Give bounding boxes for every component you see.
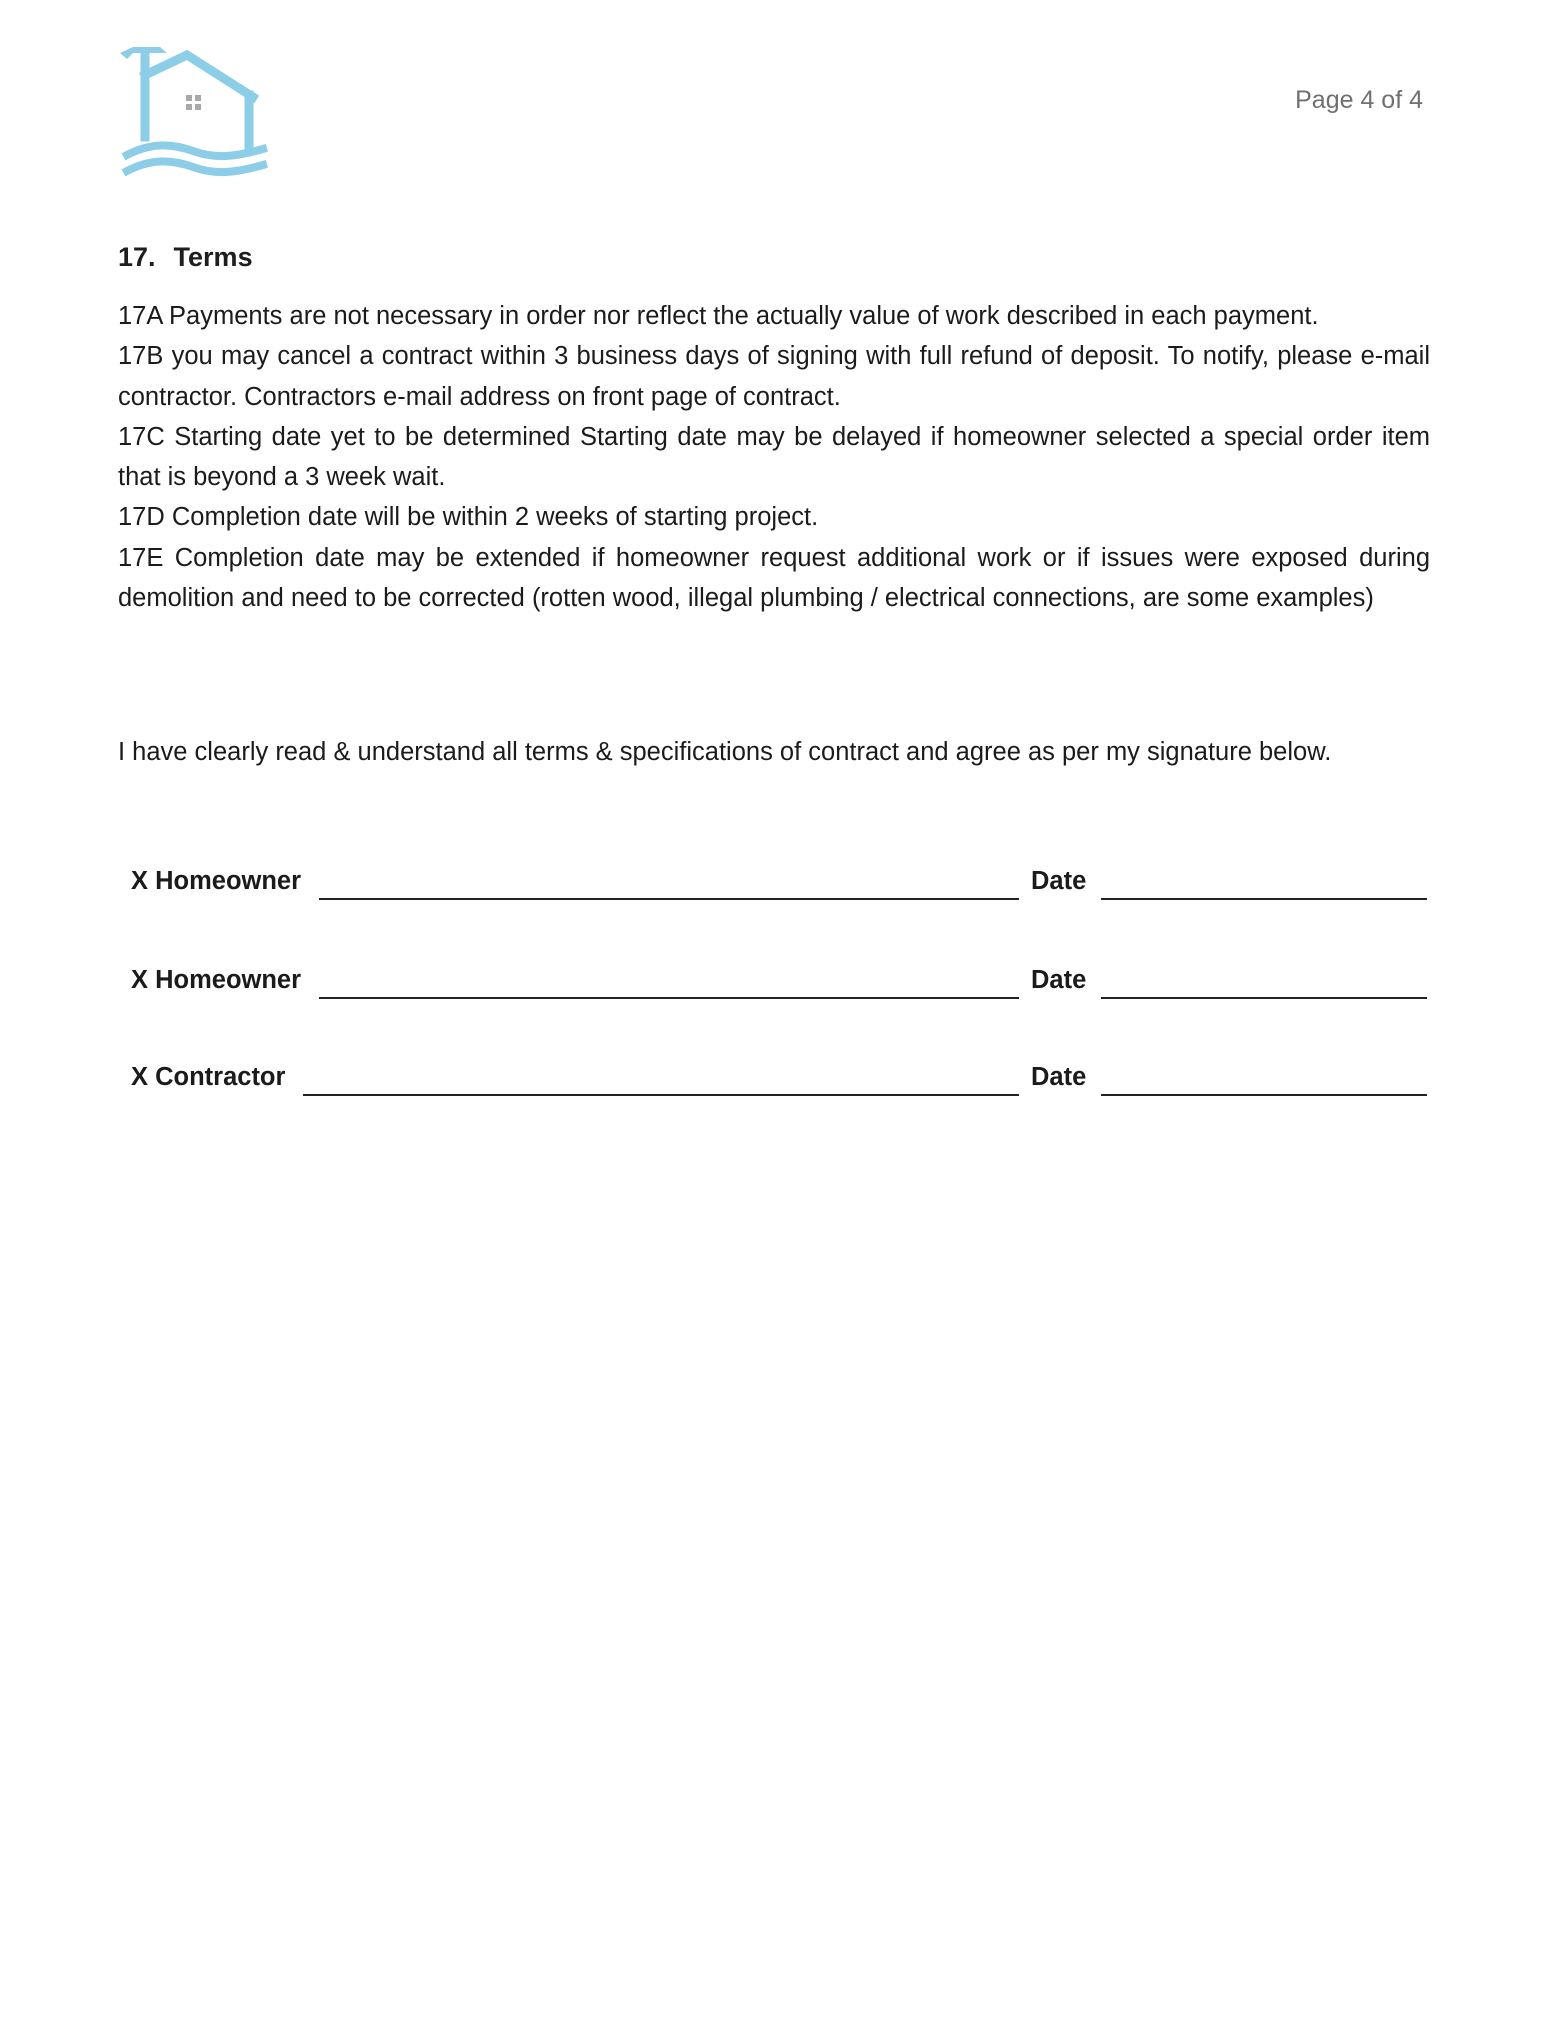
signature-row-homeowner-1 — [131, 867, 1431, 907]
term-17c: 17C Starting date yet to be determined Starting date may be delayed if homeowner selected a special order item that is beyond a 3 week wait. — [118, 422, 1430, 492]
date-label: Date — [1031, 867, 1087, 895]
date-label: Date — [1031, 1063, 1087, 1091]
signature-line[interactable] — [303, 1094, 1019, 1096]
section-number: 17. — [118, 242, 156, 272]
term-17b: 17B you may cancel a contract within 3 business days of signing with full refund of deposit. To notify, please e-mail contractor. Contractors e-mail address on front page of contract. — [118, 342, 1430, 411]
signature-label: X Homeowner — [131, 966, 302, 994]
signature-line[interactable] — [319, 997, 1019, 999]
signature-label: X Contractor — [131, 1063, 286, 1091]
term-17a: 17A Payments are not necessary in order nor reflect the actually value of work described in each payment. — [118, 302, 1319, 330]
date-line[interactable] — [1101, 1094, 1427, 1096]
section-heading — [118, 242, 253, 273]
signature-label: X Homeowner — [131, 867, 302, 895]
page-number: Page 4 of 4 — [1295, 86, 1423, 114]
date-line[interactable] — [1101, 997, 1427, 999]
term-17e: 17E Completion date may be extended if homeowner request additional work or if issues were exposed during demolition and need to be corrected (rotten wood, illegal plumbing / electrical connections, are some examples) — [118, 543, 1430, 613]
signature-row-contractor — [131, 1063, 1431, 1103]
signature-row-homeowner-2 — [131, 966, 1431, 1006]
date-label: Date — [1031, 966, 1087, 994]
date-line[interactable] — [1101, 898, 1427, 900]
house-hammer-waves-icon — [115, 45, 270, 185]
acknowledgement-statement: I have clearly read & understand all terms & specifications of contract and agree as per my signature below. — [118, 738, 1332, 766]
signature-line[interactable] — [319, 898, 1019, 900]
company-logo — [115, 45, 270, 185]
terms-list — [118, 296, 1430, 618]
section-title: Terms — [173, 242, 253, 272]
term-17d: 17D Completion date will be within 2 weeks of starting project. — [118, 503, 819, 532]
